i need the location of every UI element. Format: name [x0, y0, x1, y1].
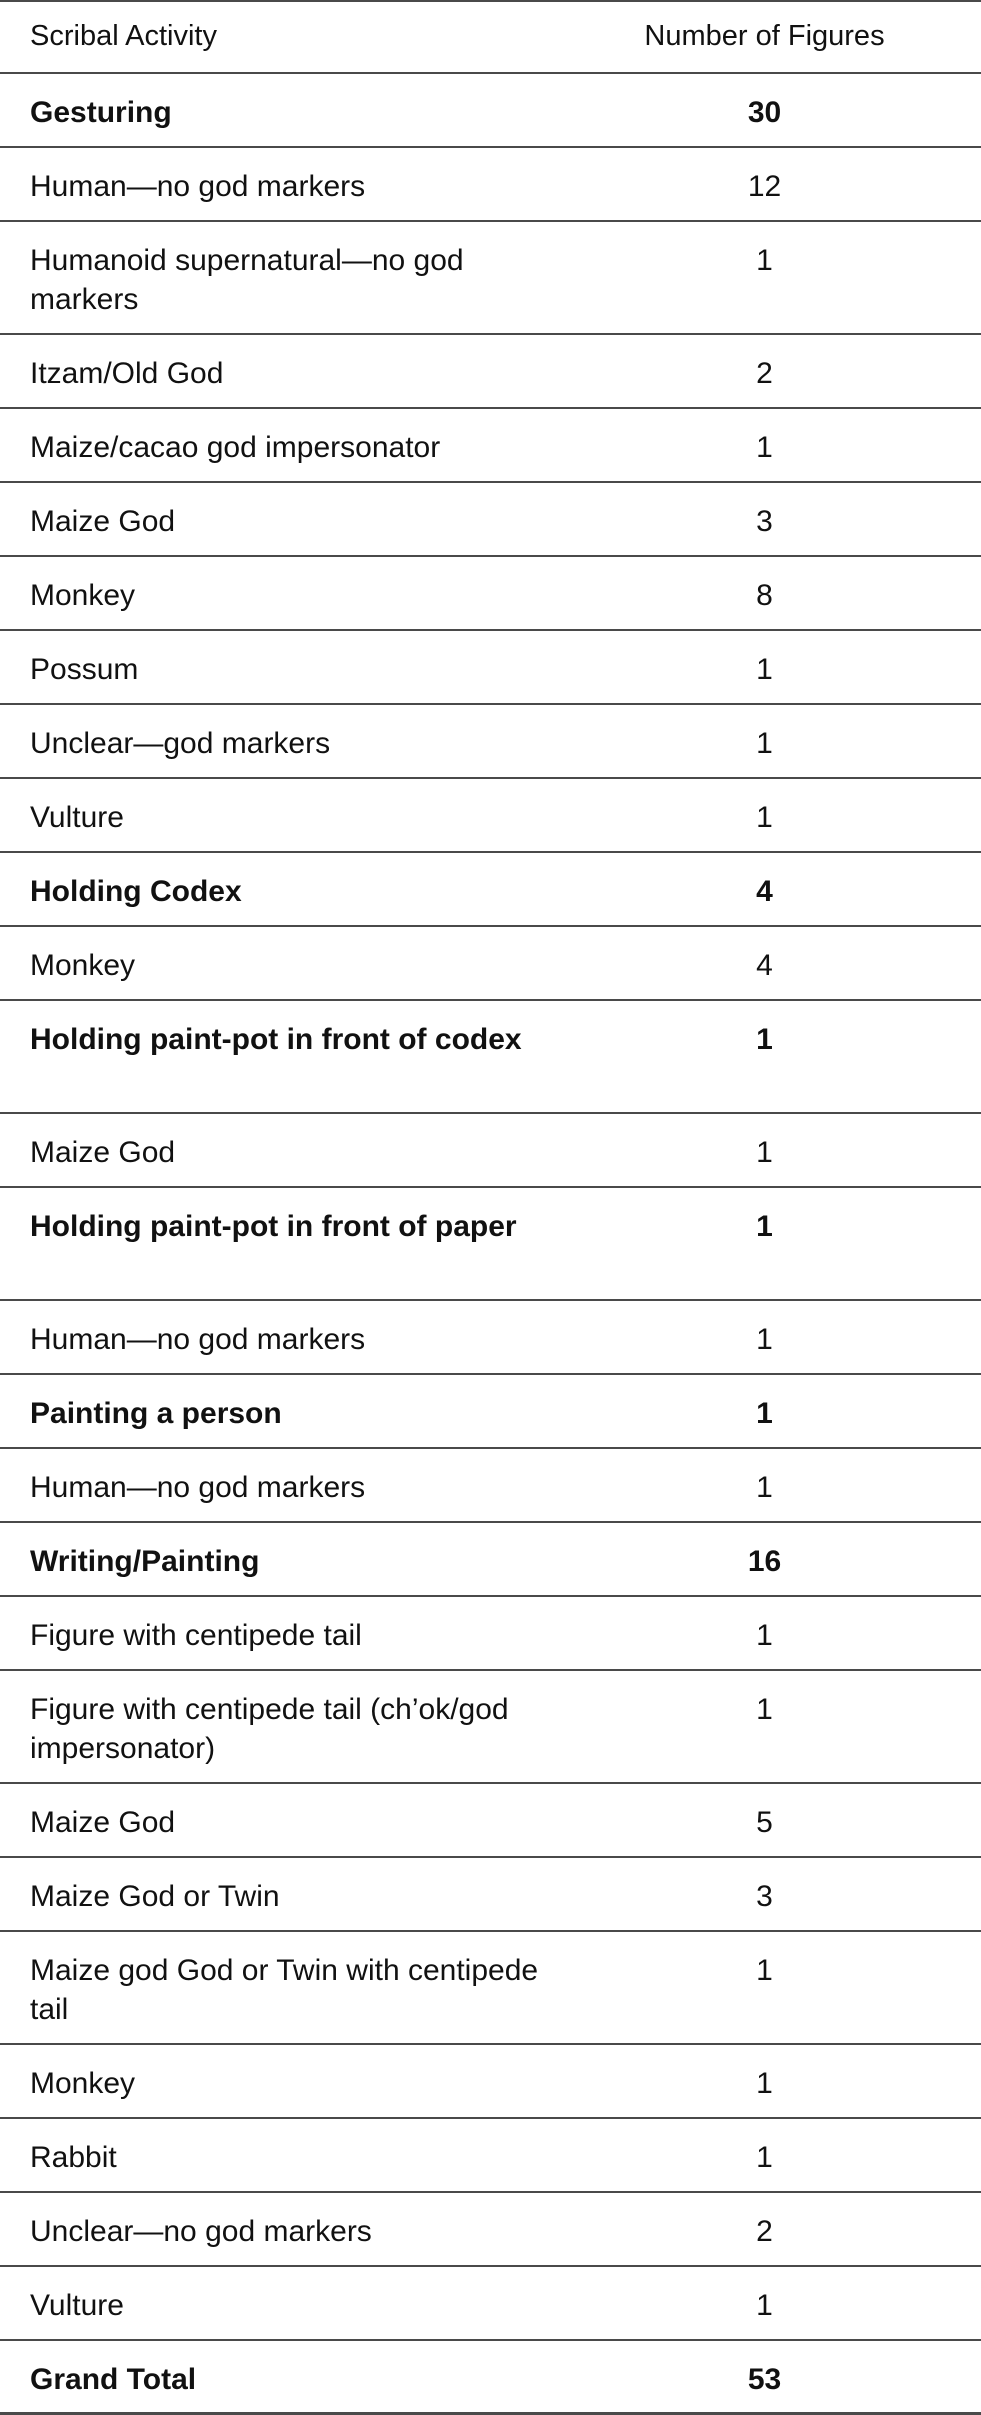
- count-cell: 1: [756, 1210, 773, 1243]
- table-row: [0, 2193, 981, 2267]
- activity-cell: Maize God: [30, 505, 176, 538]
- table-row: [0, 2267, 981, 2341]
- table-row: [0, 1188, 981, 1301]
- table-row: [0, 1001, 981, 1114]
- count-cell: 4: [756, 949, 773, 982]
- table-row: [0, 74, 981, 148]
- count-cell: 1: [756, 1323, 773, 1356]
- activity-cell: Writing/Painting: [30, 1545, 260, 1578]
- activity-cell: Human—no god markers: [30, 170, 366, 203]
- table-row: [0, 1449, 981, 1523]
- count-cell: 1: [756, 1693, 773, 1726]
- table-header-row: [0, 0, 981, 74]
- activity-cell: Maize God: [30, 1806, 176, 1839]
- activity-cell: Unclear—no god markers: [30, 2215, 372, 2248]
- table-row: [0, 1114, 981, 1188]
- count-cell: 1: [756, 2067, 773, 2100]
- count-cell: 1: [756, 431, 773, 464]
- count-cell: 1: [756, 1954, 773, 1987]
- table-row: [0, 705, 981, 779]
- table-row: [0, 557, 981, 631]
- table-row: [0, 631, 981, 705]
- header-count: Number of Figures: [644, 20, 885, 52]
- table-row: [0, 2045, 981, 2119]
- activity-cell: Rabbit: [30, 2141, 117, 2174]
- activity-cell: Monkey: [30, 579, 136, 612]
- table-row: [0, 779, 981, 853]
- activity-cell: Vulture: [30, 801, 124, 834]
- table-row: [0, 927, 981, 1001]
- activity-cell: Maize God or Twin: [30, 1880, 280, 1913]
- activity-cell: Holding Codex: [30, 875, 242, 908]
- table-row: [0, 1671, 981, 1784]
- activity-cell: Maize God: [30, 1136, 176, 1169]
- table-row: [0, 1858, 981, 1932]
- table-row: [0, 1301, 981, 1375]
- activity-cell: Maize god God or Twin with centipede tail: [30, 1954, 539, 2026]
- count-cell: 1: [756, 1023, 773, 1056]
- activity-cell: Figure with centipede tail (ch’ok/god impersonator): [30, 1693, 509, 1765]
- count-cell: 16: [747, 1545, 782, 1578]
- table-row: [0, 1597, 981, 1671]
- table-row: [0, 335, 981, 409]
- table-row: [0, 2119, 981, 2193]
- grand-total-value: 53: [747, 2363, 782, 2396]
- table-row: [0, 1784, 981, 1858]
- header-activity: Scribal Activity: [30, 20, 217, 52]
- activity-cell: Gesturing: [30, 96, 172, 129]
- count-cell: 1: [756, 653, 773, 686]
- count-cell: 2: [756, 357, 773, 390]
- table-row: [0, 148, 981, 222]
- activity-cell: Monkey: [30, 949, 136, 982]
- activity-cell: Itzam/Old God: [30, 357, 224, 390]
- count-cell: 1: [756, 2289, 773, 2322]
- activity-cell: Human—no god markers: [30, 1323, 366, 1356]
- count-cell: 3: [756, 1880, 773, 1913]
- table-row: [0, 483, 981, 557]
- table-row: [0, 1932, 981, 2045]
- count-cell: 1: [756, 244, 773, 277]
- activity-cell: Vulture: [30, 2289, 124, 2322]
- grand-total-label: Grand Total: [30, 2363, 197, 2396]
- count-cell: 1: [756, 727, 773, 760]
- activity-cell: Figure with centipede tail: [30, 1619, 362, 1652]
- activity-cell: Humanoid supernatural—no god markers: [30, 244, 464, 316]
- count-cell: 1: [756, 1136, 773, 1169]
- count-cell: 2: [756, 2215, 773, 2248]
- count-cell: 1: [756, 801, 773, 834]
- activity-cell: Possum: [30, 653, 139, 686]
- count-cell: 3: [756, 505, 773, 538]
- table-row: [0, 1523, 981, 1597]
- activity-cell: Unclear—god markers: [30, 727, 331, 760]
- count-cell: 8: [756, 579, 773, 612]
- activity-cell: Painting a person: [30, 1397, 282, 1430]
- count-cell: 12: [747, 170, 782, 203]
- table-row: [0, 409, 981, 483]
- activity-cell: Holding paint-pot in front of paper: [30, 1210, 517, 1243]
- count-cell: 1: [756, 1471, 773, 1504]
- count-cell: 1: [756, 1619, 773, 1652]
- table-row: [0, 853, 981, 927]
- count-cell: 1: [756, 2141, 773, 2174]
- activity-cell: Human—no god markers: [30, 1471, 366, 1504]
- count-cell: 5: [756, 1806, 773, 1839]
- activity-cell: Maize/cacao god impersonator: [30, 431, 441, 464]
- count-cell: 30: [747, 96, 782, 129]
- activity-cell: Holding paint-pot in front of codex: [30, 1023, 522, 1056]
- count-cell: 1: [756, 1397, 773, 1430]
- activity-cell: Monkey: [30, 2067, 136, 2100]
- table-row: [0, 222, 981, 335]
- table-row: [0, 1375, 981, 1449]
- count-cell: 4: [756, 875, 773, 908]
- grand-total-row: [0, 2341, 981, 2415]
